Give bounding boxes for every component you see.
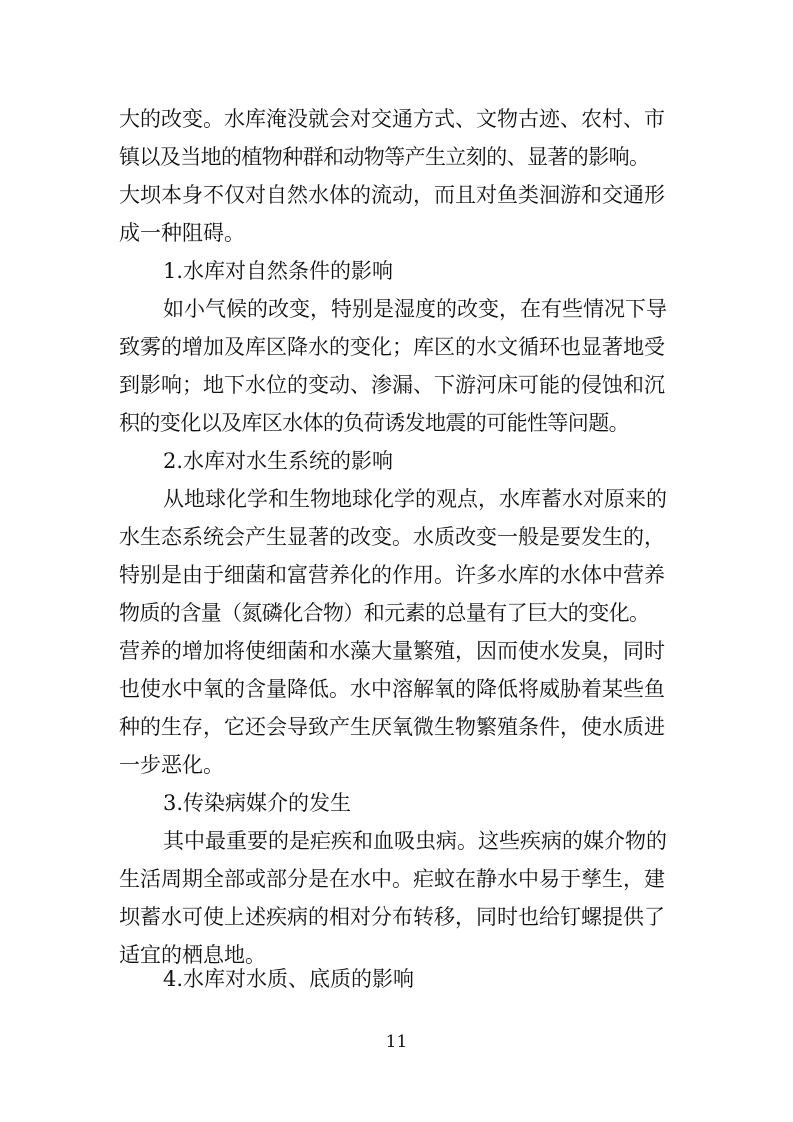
text-line <box>0 366 793 404</box>
line-text: 适宜的栖息地。 <box>119 943 266 967</box>
text-line <box>0 328 793 366</box>
line-text: 水生态系统会产生显著的改变。水质改变一般是要发生的， <box>119 525 665 549</box>
line-text: 生活周期全部或部分是在水中。疟蚊在静水中易于孳生，建 <box>119 867 665 891</box>
text-line <box>0 632 793 670</box>
line-text: 致雾的增加及库区降水的变化；库区的水文循环也显著地受 <box>119 335 665 359</box>
section-heading <box>0 252 793 290</box>
text-line <box>0 708 793 746</box>
text-line <box>0 404 793 442</box>
line-text: 其中最重要的是疟疾和血吸虫病。这些疾病的媒介物的 <box>163 829 667 853</box>
line-text: 积的变化以及库区水体的负荷诱发地震的可能性等问题。 <box>119 411 629 435</box>
line-text: 成一种阻碍。 <box>119 221 245 245</box>
line-text: 营养的增加将使细菌和水藻大量繁殖，因而使水发臭，同时 <box>119 639 665 663</box>
text-line <box>0 518 793 556</box>
section-heading <box>0 960 793 998</box>
text-line <box>0 860 793 898</box>
line-text: 物质的含量（氮磷化合物）和元素的总量有了巨大的变化。 <box>119 601 650 625</box>
text-line <box>0 670 793 708</box>
line-text: 一步恶化。 <box>119 753 224 777</box>
text-line <box>0 898 793 936</box>
text-line <box>0 100 793 138</box>
text-line <box>0 594 793 632</box>
line-text: 到影响；地下水位的变动、渗漏、下游河床可能的侵蚀和沉 <box>119 373 665 397</box>
line-text: 特别是由于细菌和富营养化的作用。许多水库的水体中营养 <box>119 563 665 587</box>
line-text: 从地球化学和生物地球化学的观点，水库蓄水对原来的 <box>163 487 667 511</box>
text-line <box>0 822 793 860</box>
text-line <box>0 138 793 176</box>
line-text: 镇以及当地的植物种群和动物等产生立刻的、显著的影响。 <box>119 145 650 169</box>
section-heading <box>0 442 793 480</box>
line-text: 大坝本身不仅对自然水体的流动，而且对鱼类洄游和交通形 <box>119 183 665 207</box>
text-line <box>0 480 793 518</box>
line-text: 也使水中氧的含量降低。水中溶解氧的降低将威胁着某些鱼 <box>119 677 665 701</box>
heading-text: 2.水库对水生系统的影响 <box>163 449 394 473</box>
text-line <box>0 214 793 252</box>
line-text: 坝蓄水可使上述疾病的相对分布转移，同时也给钉螺提供了 <box>119 905 665 929</box>
line-text: 如小气候的改变，特别是湿度的改变，在有些情况下导 <box>163 297 667 321</box>
heading-text: 1.水库对自然条件的影响 <box>163 259 394 283</box>
line-text: 大的改变。水库淹没就会对交通方式、文物古迹、农村、市 <box>119 107 665 131</box>
text-line <box>0 746 793 784</box>
text-line <box>0 290 793 328</box>
section-heading <box>0 784 793 822</box>
text-line <box>0 556 793 594</box>
heading-text: 3.传染病媒介的发生 <box>163 791 352 815</box>
heading-text: 4.水库对水质、底质的影响 <box>163 967 415 991</box>
text-line <box>0 176 793 214</box>
line-text: 种的生存，它还会导致产生厌氧微生物繁殖条件，使水质进 <box>119 715 665 739</box>
page-number: 11 <box>385 1032 408 1052</box>
